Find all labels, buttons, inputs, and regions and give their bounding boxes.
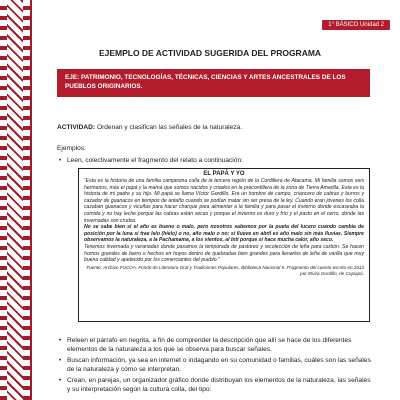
task-item: • Crean, en parejas, un organizador gráfico donde distribuyan los elementos de la naturaleza, las señales y su interpretación según la cultura colla, del tipo: xyxy=(67,376,372,394)
textile-pattern xyxy=(7,0,23,400)
decorative-border xyxy=(0,0,32,400)
intro-bullet: • Leen, colectivamente el fragmento del relato a continuación: xyxy=(67,157,243,164)
examples-label: Ejemplos: xyxy=(57,145,86,152)
story-source: Fuente: Archivo FUCOA, Fondo de Literatura Oral y Tradiciones Populares, Biblioteca Nacional 5. Fragmento del cuento escrito en 2013 por Elvira Gordillo, de Copiapó. xyxy=(86,264,364,276)
page-title: EJEMPLO DE ACTIVIDAD SUGERIDA DEL PROGRAMA xyxy=(98,48,322,58)
story-title: EL PAPÁ Y YO xyxy=(203,171,245,177)
grade-badge: 1° BÁSICO Unidad 2 xyxy=(322,20,390,30)
task-item: • Buscan información, ya sea en internet o indagando en su comunidad o familias, cuáles son las señales de la naturaleza y cómo se interpretan. xyxy=(67,356,372,374)
activity-label: ACTIVIDAD: xyxy=(57,124,96,131)
activity-text: Ordenan y clasifican las señales de la naturaleza. xyxy=(95,124,243,131)
story-paragraph: “Esta es la historia de una familia campesina colla de la tercera región de la Cordillera de Atacama. Mi familia somos seis hermanos, más el papá y la mamá que somos nacidos y criados en la precordillera de la zona de Tierra Amarilla. Esta es la historia de mi padre y su hijo. Mi papá se llama Víctor Gordillo. Era un hombre de campo, criancero de cabras y burros y cazador de guanacos en tiempos de antaño cuando se podían matar sin ser presa de la ley. Cuando eran jóvenes los colla cazaban guanacos y vicuñas para hacer charque para alimentar a la familia y para pasar el invierno donde escaseaba la comida y no hay leche porque las cabras están secas y porque el invierno es duro y frío y el pasto en el cerro, donde las invernadas son crudas. xyxy=(84,178,364,224)
eje-banner: EJE: PATRIMONIO, TECNOLOGÍAS, TÉCNICAS, CIENCIAS Y ARTES ANCESTRALES DE LOS PUEBLOS ORIGINARIOS. xyxy=(57,69,370,97)
story-rest-paragraph: Tenemos invernada y veranadas donde pasamos la temporada de pastoreo y recolección de leña para carbón. Se hacen hornos grandes de barro o hechos en hoyos dentro de quebradas bien grandes para llenarlos de leña de varilla que muy buena calidad y apetecido por los comerciantes del pueblo.” xyxy=(84,243,364,264)
task-list xyxy=(67,336,372,396)
story-box xyxy=(78,168,370,322)
task-item: • Releen el párrafo en negrita, a fin de comprender la descripción que allí se hace de los diferentes elementos de la naturaleza a los que se observa para buscar señales. xyxy=(67,336,372,354)
story-bold-paragraph: No se sabe bien si el año es bueno o malo, pero nosotros sabemos por la pueta del lucero cuando cambia de posición por la luna si trae lelo (hielo) o no, año malo o no; si llueve en abril es año malo sin más lluvias. Siempre observamos la naturaleza, a la Pachamama, a los vientos, al Inti porque sí hace mucha calor, año seco. xyxy=(84,224,364,244)
activity-line xyxy=(57,124,242,131)
